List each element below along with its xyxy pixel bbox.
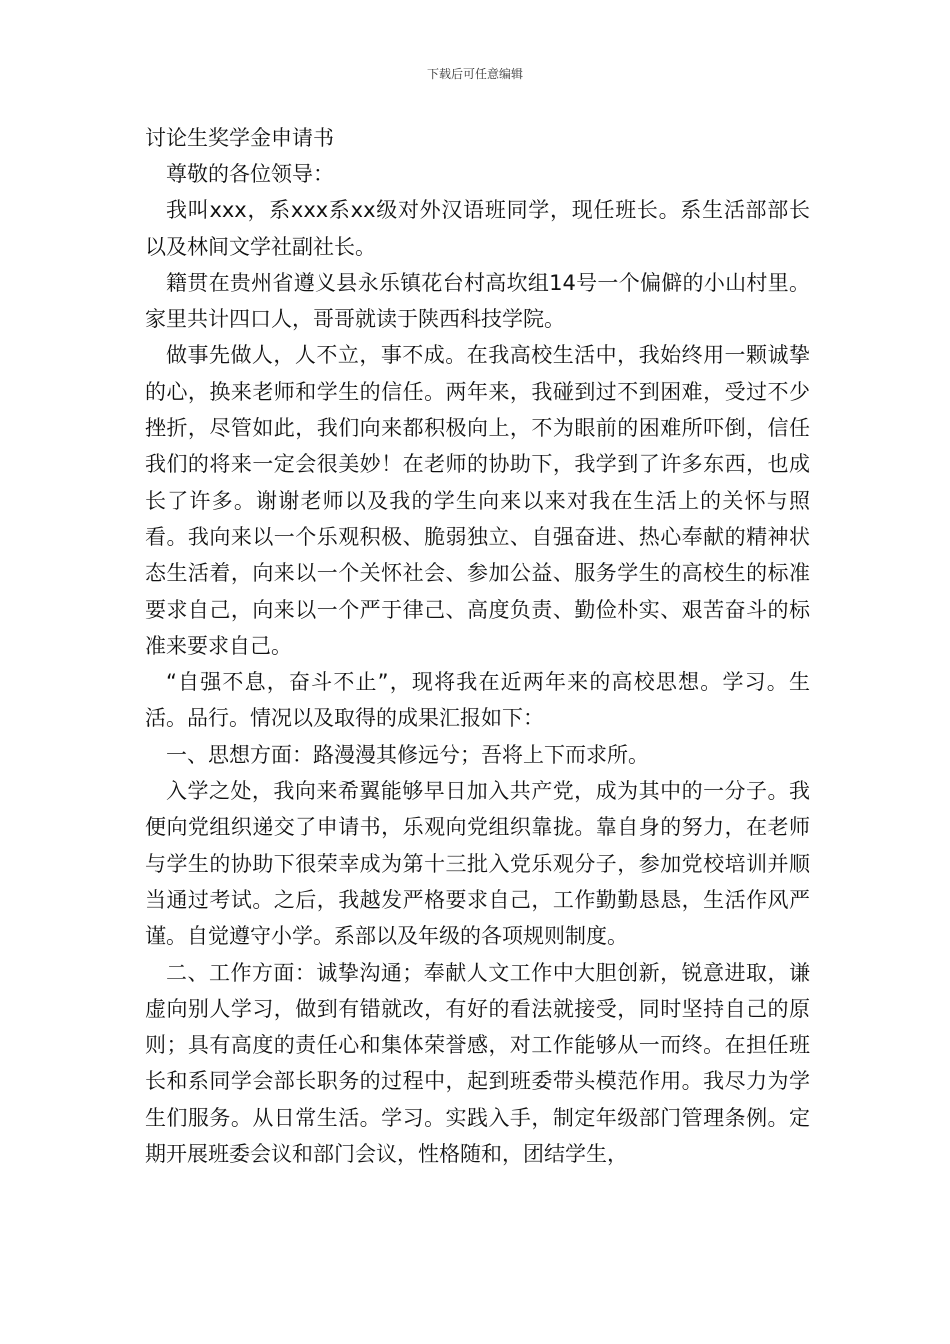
paragraph-background: 籍贯在贵州省遵义县永乐镇花台村高坎组14号一个偏僻的小山村里。家里共计四口人，哥哥就读于陕西科技学院。	[145, 270, 810, 332]
paragraph-summary-intro: “自强不息，奋斗不止”，现将我在近两年来的高校思想。学习。生活。品行。情况以及取得的成果汇报如下：	[145, 670, 810, 731]
document-body	[145, 120, 810, 1172]
section-heading-thought: 一、思想方面：路漫漫其修远兮；吾将上下而求所。	[166, 742, 649, 767]
paragraph-character: 做事先做人，人不立，事不成。在我高校生活中，我始终用一颗诚挚的心，换来老师和学生的信任。两年来，我碰到过不到困难，受过不少挫折，尽管如此，我们向来都积极向上，不为眼前的困难所吓倒，信任我们的将来一定会很美妙！在老师的协助下，我学到了许多东西，也成长了许多。谢谢老师以及我的学生向来以来对我在生活上的关怀与照看。我向来以一个乐观积极、脆弱独立、自强奋进、热心奉献的精神状态生活着，向来以一个关怀社会、参加公益、服务学生的高校生的标准要求自己，向来以一个严于律己、高度负责、勤俭朴实、艰苦奋斗的标准来要求自己。	[145, 343, 810, 658]
page-header-note: 下载后可任意编辑	[426, 67, 523, 81]
salutation: 尊敬的各位领导：	[166, 162, 334, 186]
paragraph-thought: 入学之处，我向来希翼能够早日加入共产党，成为其中的一分子。我便向党组织递交了申请书，乐观向党组织靠拢。靠自身的努力，在老师与学生的协助下很荣幸成为第十三批入党乐观分子，参加党校培训并顺当通过考试。之后，我越发严格要求自己，工作勤勤恳恳，生活作风严谨。自觉遵守小学。系部以及年级的各项规则制度。	[145, 779, 810, 949]
paragraph-introduction: 我叫xxx，系xxx系xx级对外汉语班同学，现任班长。系生活部部长以及林间文学社副社长。	[145, 198, 810, 259]
document-title: 讨论生奖学金申请书	[145, 126, 334, 150]
paragraph-work: 二、工作方面：诚挚沟通；奉献人文工作中大胆创新，锐意进取，谦虚向别人学习，做到有错就改，有好的看法就接受，同时坚持自己的原则；具有高度的责任心和集体荣誉感，对工作能够从一而终。在担任班长和系同学会部长职务的过程中，起到班委带头模范作用。我尽力为学生们服务。从日常生活。学习。实践入手，制定年级部门管理条例。定期开展班委会议和部门会议，性格随和，团结学生，	[145, 960, 810, 1167]
